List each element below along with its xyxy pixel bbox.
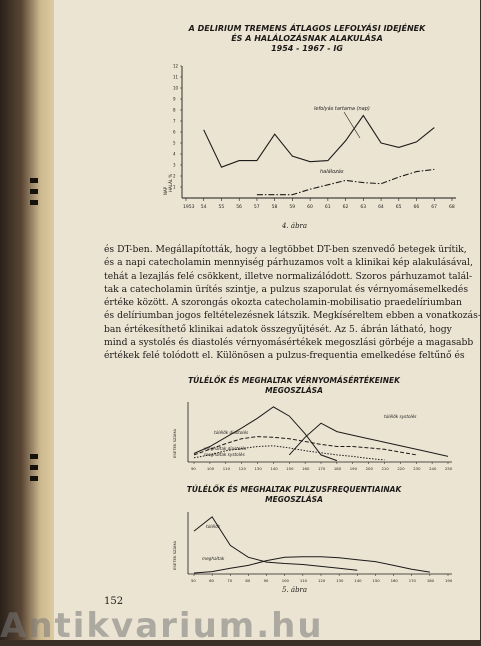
watermark: Antikvarium.hu <box>0 606 324 646</box>
figure-4-title-line: A DELIRIUM TREMENS ÁTLAGOS LEFOLYÁSI IDEJÉNEK <box>188 24 426 33</box>
x-tick-label: 54 <box>200 205 207 210</box>
body-line: mind a systolés és diastolés vérnyomásértékek megoszlási görbéje a magasabb <box>104 337 474 349</box>
x-tick-label: 68 <box>449 205 455 210</box>
series-label: túlélők diastolés <box>214 430 249 435</box>
x-tick-label: 210 <box>381 466 389 471</box>
body-line: értéke között. A szorongás okozta catecholamin-mobilisatio praedelíriumban <box>104 297 462 309</box>
x-tick-label: 180 <box>426 578 435 583</box>
spine-mark <box>30 200 38 205</box>
spine-mark <box>30 454 38 459</box>
x-tick-label: 59 <box>289 205 296 210</box>
figure-5b-chart <box>166 508 456 586</box>
x-tick-label: 190 <box>445 578 453 583</box>
x-tick-label: 130 <box>254 466 262 471</box>
series-label-pointer <box>344 112 360 138</box>
x-tick-label: 60 <box>209 578 214 583</box>
x-tick-label: 200 <box>365 466 373 471</box>
body-line: és delíriumban jogos feltételezésnek látszik. Megkíséreltem ebben a vonatkozás- <box>104 310 481 322</box>
figure-5a-chart <box>166 398 456 474</box>
series-label: meghaltak diastolés <box>204 446 247 451</box>
series-label: túlélők <box>206 524 221 529</box>
y-axis-label-unit: NAP <box>163 186 168 195</box>
x-tick-label: 140 <box>270 466 278 471</box>
x-tick-label: 120 <box>238 466 246 471</box>
y-tick-label: 5 <box>173 140 176 146</box>
y-tick-label: 2 <box>173 173 176 179</box>
y-axis-label: HALÁL % <box>168 173 173 192</box>
x-tick-label: 140 <box>354 578 362 583</box>
figure-4-caption: 4. ábra <box>282 222 308 230</box>
x-tick-label: 60 <box>307 205 313 210</box>
series-line <box>194 557 430 573</box>
y-tick-label: 8 <box>173 107 176 113</box>
series-label: túlélők systolés <box>384 414 417 419</box>
x-tick-label: 110 <box>299 578 308 583</box>
x-tick-label: 110 <box>222 466 230 471</box>
y-tick-label: 11 <box>173 74 179 80</box>
x-tick-label: 62 <box>342 205 349 210</box>
x-tick-label: 160 <box>302 466 310 471</box>
x-tick-label: 100 <box>206 466 215 471</box>
body-paragraph <box>104 243 481 363</box>
figure-5a-title-line: TÚLÉLŐK ÉS MEGHALTAK VÉRNYOMÁSÉRTÉKEINEK <box>188 376 400 385</box>
x-tick-label: 66 <box>413 205 420 210</box>
book-spine <box>0 0 54 640</box>
spine-mark <box>30 189 38 194</box>
y-axis-label: ESETEK SZÁMA <box>172 540 177 570</box>
series-label-duration: lefolyás tartama (nap) <box>314 106 370 112</box>
x-tick-label: 120 <box>318 578 326 583</box>
x-tick-label: 190 <box>349 466 357 471</box>
body-line: és a napi catecholamin mennyiség párhuzamos volt a klinikai kép alakulásával, <box>104 257 473 269</box>
x-tick-label: 1953 <box>183 205 195 210</box>
y-tick-label: 1 <box>173 184 176 190</box>
x-tick-label: 170 <box>408 578 416 583</box>
x-tick-label: 150 <box>286 466 294 471</box>
body-line: és DT-ben. Megállapították, hogy a legtöbbet DT-ben szenvedő betegek ürítik, <box>104 244 467 255</box>
book-page <box>54 0 480 640</box>
figure-5a-title-line: MEGOSZLÁSA <box>265 386 323 395</box>
body-line: tak a catecholamin ürítés szintje, a pulzus szaporulat és vérnyomásemelkedés <box>104 283 469 295</box>
x-tick-label: 55 <box>218 205 225 210</box>
x-tick-label: 50 <box>191 578 196 583</box>
x-tick-label: 250 <box>445 466 453 471</box>
x-tick-label: 240 <box>429 466 437 471</box>
x-tick-label: 150 <box>372 578 380 583</box>
y-tick-label: 10 <box>173 85 179 91</box>
x-tick-label: 130 <box>336 578 344 583</box>
x-tick-label: 160 <box>390 578 398 583</box>
series-label: meghaltak <box>202 556 225 561</box>
figure-5b-title-line: MEGOSZLÁSA <box>265 495 323 504</box>
x-tick-label: 65 <box>395 205 402 210</box>
figure-5b-title-line: TÚLÉLŐK ÉS MEGHALTAK PULZUSFREQUENTIAINAK <box>186 485 402 494</box>
y-tick-label: 3 <box>173 162 176 168</box>
body-line: tehát a lezajlás felé csökkent, illetve normalizálódott. Szoros párhuzamot talál- <box>104 270 473 282</box>
series-label: meghaltak systolés <box>204 452 245 457</box>
x-tick-label: 67 <box>431 205 438 210</box>
series-label-mortality: halálozás <box>320 169 344 175</box>
y-tick-label: 4 <box>173 151 176 157</box>
y-tick-label: 7 <box>173 118 176 124</box>
x-tick-label: 56 <box>236 205 242 210</box>
figure-4-title <box>172 24 442 54</box>
x-tick-label: 57 <box>253 205 260 210</box>
figure-5a-title <box>159 376 429 396</box>
x-tick-label: 64 <box>378 205 384 210</box>
figure-5b-title <box>159 485 429 505</box>
x-tick-label: 230 <box>413 466 421 471</box>
x-tick-label: 170 <box>318 466 326 471</box>
x-tick-label: 70 <box>227 578 233 583</box>
y-tick-label: 12 <box>173 63 179 69</box>
x-tick-label: 100 <box>281 578 289 583</box>
y-tick-label: 9 <box>173 96 176 102</box>
figure-5-caption: 5. ábra <box>282 586 308 594</box>
x-tick-label: 80 <box>245 578 251 583</box>
x-tick-label: 58 <box>271 205 278 210</box>
x-tick-label: 90 <box>191 466 196 471</box>
x-tick-label: 180 <box>333 466 342 471</box>
figure-4-title-line: ÉS A HALÁLOZÁSNAK ALAKULÁSA <box>231 34 383 43</box>
x-tick-label: 63 <box>360 205 367 210</box>
series-line-duration <box>204 116 435 168</box>
spine-mark <box>30 178 38 183</box>
body-line: ban értékesíthető klinikai adatok összegyűjtését. Az 5. ábrán látható, hogy <box>104 323 452 335</box>
x-tick-label: 220 <box>397 466 405 471</box>
x-tick-label: 61 <box>324 205 331 210</box>
y-tick-label: 6 <box>173 129 176 135</box>
x-tick-label: 90 <box>263 578 269 583</box>
spine-mark <box>30 465 38 470</box>
page-number: 152 <box>104 596 124 607</box>
figure-4-title-line: 1954 - 1967 - IG <box>271 44 343 53</box>
series-line-mortality <box>257 169 434 194</box>
figure-4-chart <box>164 60 464 220</box>
body-line: értékek felé tolódott el. Különösen a pulzus-frequentia emelkedése feltűnő és <box>104 350 465 362</box>
spine-mark <box>30 476 38 481</box>
y-axis-label: ESETEK SZÁMA <box>172 428 177 458</box>
